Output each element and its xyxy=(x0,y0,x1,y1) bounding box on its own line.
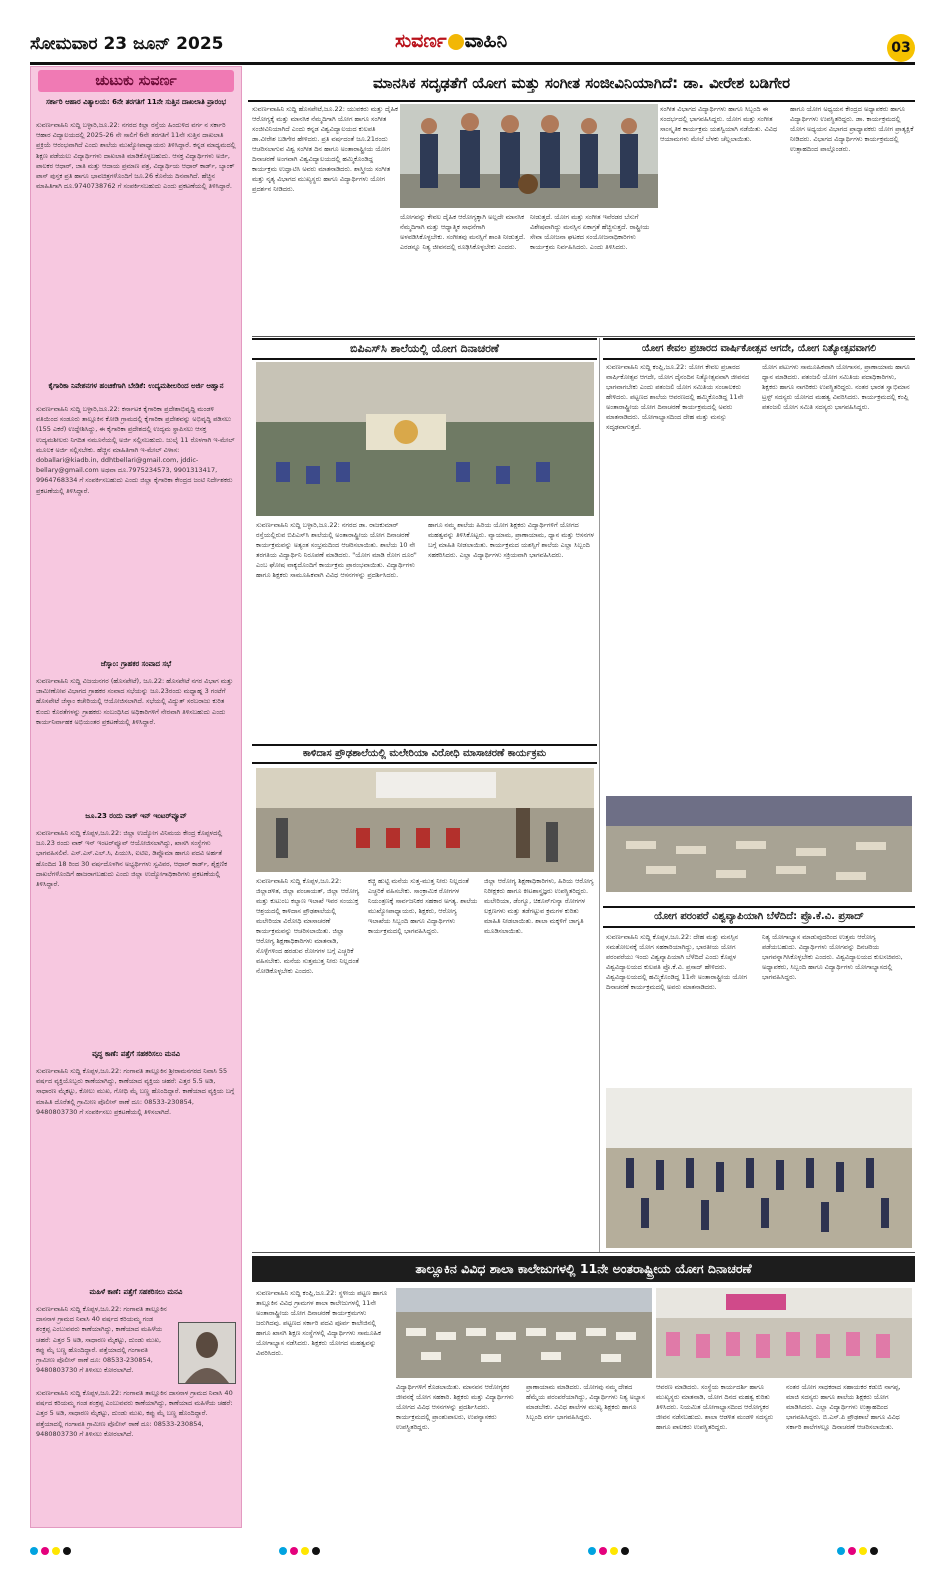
sun-logo-icon xyxy=(448,34,464,50)
brief-body-part: ಸುವರ್ಣವಾಹಿನಿ ಸುದ್ದಿ ಕೊಪ್ಪಳ,ಜೂ.22: ಗಂಗಾವತಿ ತಾಲ್ಲೂಕಿನ ದಾಸನಾಳ ಗ್ರಾಮದ ನಿವಾಸಿ 40 ವರ್ಷದ ಕರಿಯಮ್ಮ ಗಂಡ ಶಂಕ್ರಪ್ಪ ಎಂಬುವವರು ಕಾಣೆಯಾಗಿದ್ದು, ಕಾಣೆಯಾದ ಮಹಿಳೆಯ ಚಹರೆ: ಎತ್ತರ 5 ಅಡಿ, ಸಾಧಾರಣ ಮೈಕಟ್ಟು, ದುಂಡು ಮುಖ, ಕಪ್ಪು ಮೈ ಬಣ್ಣ ಹೊಂದಿದ್ದಾರೆ. ಪತ್ತೆಯಾದಲ್ಲಿ ಗಂಗಾವತಿ ಗ್ರಾಮೀಣ ಪೊಲೀಸ್ ಠಾಣೆ ದೂ: 08533-230854, 9480803730 ಗೆ ತಿಳಿಸಲು ಕೋರಲಾಗಿದೆ. xyxy=(36,1305,167,1375)
brand-part-1: ಸುವರ್ಣ xyxy=(395,30,447,52)
article-headline: ಯೋಗ ಕೇವಲ ಪ್ರಚಾರದ ವಾರ್ಷಿಕೋತ್ಸವ ಆಗದೇ, ಯೋಗ ನಿತ್ಯೋತ್ಸವವಾಗಲಿ xyxy=(603,338,915,360)
page-number: 03 xyxy=(887,34,915,62)
article-headline-bottom: ತಾಲ್ಲೂಕಿನ ವಿವಿಧ ಶಾಲಾ ಕಾಲೇಜುಗಳಲ್ಲಿ 11ನೇ ಅಂತರಾಷ್ಟ್ರೀಯ ಯೋಗ ದಿನಾಚರಣೆ xyxy=(252,1256,915,1282)
article-text: ಹಾಗೂ ನಮ್ಮ ಶಾಲೆಯ ಹಿರಿಯ ಯೋಗ ಶಿಕ್ಷಕರು ವಿದ್ಯಾರ್ಥಿಗಳಿಗೆ ಯೋಗದ ಮಹತ್ವವನ್ನು ತಿಳಿಸಿಕೊಟ್ಟರು. ವ್ಯಾಯಾಮ, ಪ್ರಾಣಾಯಾಮ, ಧ್ಯಾನ ಮತ್ತು ಆಸನಗಳ ಬಗ್ಗೆ ಮಾಹಿತಿ ನೀಡಲಾಯಿತು. ಕಾರ್ಯಕ್ರಮದ ಯಶಸ್ಸಿಗೆ ಶಾಲೆಯ ಎಲ್ಲಾ ಸಿಬ್ಬಂದಿ ಸಹಕರಿಸಿದರು. ಎಲ್ಲಾ ವಿದ್ಯಾರ್ಥಿಗಳು ಸಕ್ರಿಯವಾಗಿ ಭಾಗವಹಿಸಿದರು. xyxy=(428,521,594,559)
brief-title: ವೃದ್ಧ ಕಾಣೆ: ಪತ್ತೆಗೆ ಸಹಕರಿಸಲು ಮನವಿ xyxy=(92,1050,180,1058)
brief-title: ಜೆಸ್ಕಾಂ: ಗ್ರಾಹಕರ ಸಂವಾದ ಸಭೆ xyxy=(100,660,172,668)
article-text: ಯೋಗ ಪಟುಗಳು ಸಾಮೂಹಿಕವಾಗಿ ಯೋಗಾಸನ, ಪ್ರಾಣಾಯಾಮ ಹಾಗೂ ಧ್ಯಾನ ಮಾಡಿದರು. ಪತಂಜಲಿ ಯೋಗ ಸಮಿತಿಯ ಪದಾಧಿಕಾರಿಗಳು, ಶಿಕ್ಷಕರು ಹಾಗೂ ನಾಗರಿಕರು ಉಪಸ್ಥಿತರಿದ್ದರು. ನಂತರ ಭಾರತ ಸ್ವಾಭಿಮಾನ ಟ್ರಸ್ಟ್ ಸದಸ್ಯರು ಯೋಗದ ಮಹತ್ವ ವಿವರಿಸಿದರು. ಕಾರ್ಯಕ್ರಮದಲ್ಲಿ ಕಂಪ್ಲಿ ಪತಂಜಲಿ ಯೋಗ ಸಮಿತಿ ಸದಸ್ಯರು ಭಾಗವಹಿಸಿದ್ದರು. xyxy=(762,363,910,411)
article-text: ಪ್ರಾಣಾಯಾಮ ಮಾಡಿದರು. ಯೋಗವು ನಮ್ಮ ದೇಶದ ಹೆಮ್ಮೆಯ ಪರಂಪರೆಯಾಗಿದ್ದು, ವಿದ್ಯಾರ್ಥಿಗಳು ನಿತ್ಯ ಅಭ್ಯಾಸ ಮಾಡಬೇಕು. ವಿವಿಧ ಶಾಲೆಗಳ ಮುಖ್ಯ ಶಿಕ್ಷಕರು ಹಾಗೂ ಸಿಬ್ಬಂದಿ ವರ್ಗ ಭಾಗವಹಿಸಿದ್ದರು. xyxy=(526,1383,645,1421)
newspaper-brand xyxy=(395,30,507,52)
article-text: ವಿದ್ಯಾರ್ಥಿಗಳಿಗೆ ಕೊಡಲಾಯಿತು. ಮಾನವನ ಆರೋಗ್ಯಕರ ಜೀವನಕ್ಕೆ ಯೋಗ ಸಹಕಾರಿ. ಶಿಕ್ಷಕರು ಮತ್ತು ವಿದ್ಯಾರ್ಥಿಗಳು ಯೋಗದ ವಿವಿಧ ಆಸನಗಳನ್ನು ಪ್ರದರ್ಶಿಸಿದರು. ಕಾರ್ಯಕ್ರಮದಲ್ಲಿ ಪ್ರಾಂಶುಪಾಲರು, ಉಪನ್ಯಾಸಕರು ಉಪಸ್ಥಿತರಿದ್ದರು. xyxy=(396,1383,514,1431)
article-text: ಸುವರ್ಣವಾಹಿನಿ ಸುದ್ದಿ ಕಂಪ್ಲಿ,ಜೂ.22: ಯೋಗ ಕೇವಲ ಪ್ರಚಾರದ ವಾರ್ಷಿಕೋತ್ಸವ ಆಗದೇ, ಯೋಗ ದೈನಂದಿನ ನಿತ್ಯೋತ್ಸವವಾಗಿ ಜೀವನದ ಭಾಗವಾಗಬೇಕು ಎಂದು ಪತಂಜಲಿ ಯೋಗ ಸಮಿತಿಯ ಸಂಚಾಲಕರು ಹೇಳಿದರು. ಪಟ್ಟಣದ ಶಾಲೆಯ ಆವರಣದಲ್ಲಿ ಹಮ್ಮಿಕೊಂಡಿದ್ದ 11ನೇ ಅಂತಾರಾಷ್ಟ್ರೀಯ ಯೋಗ ದಿನಾಚರಣೆ ಕಾರ್ಯಕ್ರಮದಲ್ಲಿ ಅವರು ಮಾತನಾಡಿದರು. ಯೋಗಾಭ್ಯಾಸದಿಂದ ದೇಹ ಮತ್ತು ಮನಸ್ಸು ಸದೃಢವಾಗುತ್ತದೆ. xyxy=(606,363,750,431)
article-text: ನಂತರ ಯೋಗ ಸಾಧಕರಾದ ಸಹಾಯಕರ ಕಡುಬಿ ನಾಗಪ್ಪ, ಮಾಜಿ ಸದಸ್ಯರು ಹಾಗೂ ಶಾಲೆಯ ಶಿಕ್ಷಕರು ಯೋಗ ಮಾಡಿಸಿದರು. ಎಲ್ಲಾ ವಿದ್ಯಾರ್ಥಿಗಳು ಉತ್ಸಾಹದಿಂದ ಭಾಗವಹಿಸಿದ್ದರು. ಬಿ.ಎಸ್.ಪಿ ಪ್ರೌಢಶಾಲೆ ಹಾಗೂ ವಿವಿಧ ಸರ್ಕಾರಿ ಶಾಲೆಗಳಲ್ಲೂ ದಿನಾಚರಣೆ ಆಚರಿಸಲಾಯಿತು. xyxy=(786,1383,901,1431)
article-text: ಆವರಣ ಮಾಡಿದರು. ಸಂಸ್ಥೆಯ ಕಾರ್ಯದರ್ಶಿ ಹಾಗೂ ಮುಖ್ಯಸ್ಥರು ಮಾತನಾಡಿ, ಯೋಗ ದಿನದ ಮಹತ್ವ ಕುರಿತು ತಿಳಿಸಿದರು. ನಿಯಮಿತ ಯೋಗಾಭ್ಯಾಸದಿಂದ ಆರೋಗ್ಯಕರ ಜೀವನ ನಡೆಸಬಹುದು. ಶಾಲಾ ಆಡಳಿತ ಮಂಡಳಿ ಸದಸ್ಯರು ಹಾಗೂ ಪಾಲಕರು ಉಪಸ್ಥಿತರಿದ್ದರು. xyxy=(656,1383,774,1431)
photo-yoga-hall xyxy=(606,796,912,892)
article-text: ಸುವರ್ಣವಾಹಿನಿ ಸುದ್ದಿ ಬಳ್ಳಾರಿ,ಜೂ.22: ನಗರದ ಡಾ. ರಾಜಕುಮಾರ್ ರಸ್ತೆಯಲ್ಲಿರುವ ಬಿಪಿಎಸ್‌ಸಿ ಶಾಲೆಯಲ್ಲಿ ಅಂತಾರಾಷ್ಟ್ರೀಯ ಯೋಗ ದಿನಾಚರಣೆ ಕಾರ್ಯಕ್ರಮವನ್ನು ಅತ್ಯಂತ ಸಂಭ್ರಮದಿಂದ ಆಚರಿಸಲಾಯಿತು. ಶಾಲೆಯ 10 ನೇ ತರಗತಿಯ ವಿದ್ಯಾರ್ಥಿನಿ ನಿರೂಪಣೆ ಮಾಡಿದರು. "ಯೋಗ ಮಾಡಿ ರೋಗ ದೂರ" ಎಂಬ ಘೋಷ ವಾಕ್ಯದೊಂದಿಗೆ ಕಾರ್ಯಕ್ರಮ ಪ್ರಾರಂಭವಾಯಿತು. ವಿದ್ಯಾರ್ಥಿಗಳು ಹಾಗೂ ಶಿಕ್ಷಕರು ಸಾಮೂಹಿಕವಾಗಿ ವಿವಿಧ ಆಸನಗಳನ್ನು ಪ್ರದರ್ಶಿಸಿದರು. xyxy=(256,521,417,579)
missing-person-photo xyxy=(178,1322,236,1384)
issue-date: ಸೋಮವಾರ 23 ಜೂನ್ 2025 xyxy=(30,34,224,54)
article-headline: ಬಿಪಿಎಸ್‌ಸಿ ಶಾಲೆಯಲ್ಲಿ ಯೋಗ ದಿನಾಚರಣೆ xyxy=(252,338,597,360)
section-divider xyxy=(252,336,915,337)
photo-university-yoga xyxy=(606,1088,912,1248)
article-text: ನಿತ್ಯ ಯೋಗಾಭ್ಯಾಸ ಮಾಡುವುದರಿಂದ ಉತ್ತಮ ಆರೋಗ್ಯ ಪಡೆಯಬಹುದು. ವಿದ್ಯಾರ್ಥಿಗಳು ಯೋಗವನ್ನು ದಿನಚರಿಯ ಭಾಗವನ್ನಾಗಿಸಿಕೊಳ್ಳಬೇಕು ಎಂದರು. ವಿಶ್ವವಿದ್ಯಾಲಯದ ಕುಲಸಚಿವರು, ಅಧ್ಯಾಪಕರು, ಸಿಬ್ಬಂದಿ ಹಾಗೂ ವಿದ್ಯಾರ್ಥಿಗಳು ಯೋಗಾಭ್ಯಾಸದಲ್ಲಿ ಭಾಗವಹಿಸಿದ್ದರು. xyxy=(762,933,903,981)
print-registration-marks xyxy=(30,1540,915,1564)
article-headline: ಕಾಳಿದಾಸ ಪ್ರೌಢಶಾಲೆಯಲ್ಲಿ ಮಲೇರಿಯಾ ವಿರೋಧಿ ಮಾಸಾಚರಣೆ ಕಾರ್ಯಕ್ರಮ xyxy=(252,744,597,764)
category-badge: ಚುಟುಕು ಸುವರ್ಣ xyxy=(38,70,234,92)
photo-dignitaries xyxy=(400,104,658,208)
brief-body: ಸುವರ್ಣವಾಹಿನಿ ಸುದ್ದಿ ಕೊಪ್ಪಳ,ಜೂ.22: ಜಿಲ್ಲಾ ಉದ್ಯೋಗ ವಿನಿಮಯ ಕೇಂದ್ರ ಕೊಪ್ಪಳದಲ್ಲಿ ಜೂ.23 ರಂದು ವಾಕ್ ಇನ್ ಇಂಟರ್‌ವ್ಯೂವ್ ಆಯೋಜಿಸಲಾಗಿದ್ದು, ಖಾಸಗಿ ಸಂಸ್ಥೆಗಳು ಭಾಗವಹಿಸಲಿವೆ. ಎಸ್.ಎಸ್.ಎಲ್.ಸಿ, ಪಿಯುಸಿ, ಐಟಿಐ, ಡಿಪ್ಲೊಮಾ ಹಾಗೂ ಪದವಿ ಅರ್ಹತೆ ಹೊಂದಿದ 18 ರಿಂದ 30 ವರ್ಷದೊಳಗಿನ ಅಭ್ಯರ್ಥಿಗಳು ಸ್ವವಿವರ, ಆಧಾರ್ ಕಾರ್ಡ್, ಶೈಕ್ಷಣಿಕ ದಾಖಲೆಗಳೊಂದಿಗೆ ಹಾಜರಾಗಬಹುದು ಎಂದು ಜಿಲ್ಲಾ ಉದ್ಯೋಗಾಧಿಕಾರಿಗಳು ಪ್ರಕಟಣೆಯಲ್ಲಿ ತಿಳಿಸಿದ್ದಾರೆ. xyxy=(36,829,228,889)
brief-title: ಮಹಿಳೆ ಕಾಣೆ: ಪತ್ತೆಗೆ ಸಹಕರಿಸಲು ಮನವಿ xyxy=(89,1288,183,1296)
article-text: ಸುವರ್ಣವಾಹಿನಿ ಸುದ್ದಿ ಹೊಸಪೇಟೆ,ಜೂ.22: ಯುವಕರು ಮತ್ತು ದೈಹಿಕ ಆರೋಗ್ಯಕ್ಕೆ ಮತ್ತು ಮಾನಸಿಕ ನೆಮ್ಮದಿಗಾಗಿ ಯೋಗ ಹಾಗೂ ಸಂಗೀತ ಸಂಜೀವಿನಿಯಾಗಿದೆ ಎಂದು ಕನ್ನಡ ವಿಶ್ವವಿದ್ಯಾಲಯದ ಕುಲಪತಿ ಡಾ.ವೀರೇಶ ಬಡಿಗೇರ ಹೇಳಿದರು. ಪ್ರತಿ ವರ್ಷದಂತೆ ಜೂ.21ರಂದು ಆಚರಿಸಲಾಗುವ ವಿಶ್ವ ಸಂಗೀತ ದಿನ ಹಾಗೂ ಅಂತಾರಾಷ್ಟ್ರೀಯ ಯೋಗ ದಿನಾಚರಣೆ ಅಂಗವಾಗಿ ವಿಶ್ವವಿದ್ಯಾಲಯದಲ್ಲಿ ಹಮ್ಮಿಕೊಂಡಿದ್ದ ಕಾರ್ಯಕ್ರಮ ಉದ್ಘಾಟಿಸಿ ಅವರು ಮಾತನಾಡಿದರು. ಶಾಸ್ತ್ರೀಯ ಸಂಗೀತ ಮತ್ತು ನೃತ್ಯ ವಿಭಾಗದ ಮುಖ್ಯಸ್ಥರು ಹಾಗೂ ವಿದ್ಯಾರ್ಥಿಗಳು ಯೋಗ ಪ್ರದರ್ಶನ ನೀಡಿದರು. xyxy=(252,105,398,193)
article-text: ಕಚ್ಚಿ ಹುಟ್ಟಿ ಮನೆಯ ಸುತ್ತ-ಮುತ್ತ ನೀರು ನಿಲ್ಲದಂತೆ ಎಚ್ಚರಿಕೆ ವಹಿಸಬೇಕು. ಸಾಂಕ್ರಾಮಿಕ ರೋಗಗಳ ನಿಯಂತ್ರಣಕ್ಕೆ ಸಾರ್ವಜನಿಕರ ಸಹಕಾರ ಅಗತ್ಯ. ಶಾಲೆಯ ಮುಖ್ಯೋಪಾಧ್ಯಾಯರು, ಶಿಕ್ಷಕರು, ಆರೋಗ್ಯ ಇಲಾಖೆಯ ಸಿಬ್ಬಂದಿ ಹಾಗೂ ವಿದ್ಯಾರ್ಥಿಗಳು ಕಾರ್ಯಕ್ರಮದಲ್ಲಿ ಭಾಗವಹಿಸಿದ್ದರು. xyxy=(368,877,478,935)
photo-students-yoga-2 xyxy=(656,1288,912,1378)
article-text: ಸುವರ್ಣವಾಹಿನಿ ಸುದ್ದಿ ಕೊಪ್ಪಳ,ಜೂ.22: ಜಿಲ್ಲಾಡಳಿತ, ಜಿಲ್ಲಾ ಪಂಚಾಯತ್, ಜಿಲ್ಲಾ ಆರೋಗ್ಯ ಮತ್ತು ಕುಟುಂಬ ಕಲ್ಯಾಣ ಇಲಾಖೆ ಇವರ ಸಂಯುಕ್ತ ಆಶ್ರಯದಲ್ಲಿ ಕಾಳಿದಾಸ ಪ್ರೌಢಶಾಲೆಯಲ್ಲಿ ಮಲೇರಿಯಾ ವಿರೋಧಿ ಮಾಸಾಚರಣೆ ಕಾರ್ಯಕ್ರಮವನ್ನು ಆಚರಿಸಲಾಯಿತು. ಜಿಲ್ಲಾ ಆರೋಗ್ಯ ಶಿಕ್ಷಣಾಧಿಕಾರಿಗಳು ಮಾತನಾಡಿ, ಸೊಳ್ಳೆಗಳಿಂದ ಹರಡುವ ರೋಗಗಳ ಬಗ್ಗೆ ಎಚ್ಚರಿಕೆ ವಹಿಸಬೇಕು. ಮನೆಯ ಸುತ್ತಮುತ್ತ ನೀರು ನಿಲ್ಲದಂತೆ ನೋಡಿಕೊಳ್ಳಬೇಕು ಎಂದರು. xyxy=(256,877,360,975)
article-text: ಹಾಗೂ ಯೋಗ ಅಧ್ಯಯನ ಕೇಂದ್ರದ ಅಧ್ಯಾಪಕರು ಹಾಗೂ ವಿದ್ಯಾರ್ಥಿಗಳು ಉಪಸ್ಥಿತರಿದ್ದರು. ಡಾ. ಕಾರ್ಯಕ್ರಮದಲ್ಲಿ ಯೋಗ ಅಧ್ಯಯನ ವಿಭಾಗದ ಪ್ರಾಧ್ಯಾಪಕರು ಯೋಗ ಪ್ರಾತ್ಯಕ್ಷಿಕೆ ನೀಡಿದರು. ವಿಭಾಗದ ವಿದ್ಯಾರ್ಥಿಗಳು ಕಾರ್ಯಕ್ರಮದಲ್ಲಿ ಉತ್ಸಾಹದಿಂದ ಪಾಲ್ಗೊಂಡರು. xyxy=(790,105,914,153)
brief-title: ಸರ್ಕಾರಿ ಆಹಾರ ವಿತ್ಯಾಲಯ: 6ನೇ ತರಗತಿಗೆ 11ನೇ ಸುತ್ತಿನ ದಾಖಲಾತಿ ಪ್ರಾರಂಭ xyxy=(45,98,227,106)
brief-title: ಕೈಗಾರಿಕಾ ನಿವೇಶನಗಳ ಹಂಚಿಕೆಗಾಗಿ ಬೇಡಿಕೆ: ಉದ್ಯಮಶೀಲರಿಂದ ಅರ್ಜಿ ಆಹ್ವಾನ xyxy=(48,382,224,390)
article-text: ಸಂಗೀತ ವಿಭಾಗದ ವಿದ್ಯಾರ್ಥಿಗಳು ಹಾಗೂ ಸಿಬ್ಬಂದಿ ಈ ಸಂದರ್ಭದಲ್ಲಿ ಭಾಗವಹಿಸಿದ್ದರು. ಯೋಗ ಮತ್ತು ಸಂಗೀತ ಸಾಂಸ್ಕೃತಿಕ ಕಾರ್ಯಕ್ರಮ ಯಶಸ್ವಿಯಾಗಿ ನಡೆಯಿತು. ವಿವಿಧ ಆಯಾಮಗಳು ಮೇಲೆ ಬೆಳಕು ಚೆಲ್ಲಲಾಯಿತು. xyxy=(660,105,778,143)
brief-body: ಸುವರ್ಣವಾಹಿನಿ ಸುದ್ದಿ ಕೊಪ್ಪಳ,ಜೂ.22: ಗಂಗಾವತಿ ತಾಲ್ಲೂಕಿನ ಶ್ರೀರಾಮನಗರದ ನಿವಾಸಿ 55 ವರ್ಷದ ವ್ಯಕ್ತಿಯೊಬ್ಬರು ಕಾಣೆಯಾಗಿದ್ದು, ಕಾಣೆಯಾದ ವ್ಯಕ್ತಿಯ ಚಹರೆ: ಎತ್ತರ 5.5 ಅಡಿ, ಸಾಧಾರಣ ಮೈಕಟ್ಟು, ಕೋಲು ಮುಖ, ಗೋಧಿ ಮೈ ಬಣ್ಣ ಹೊಂದಿದ್ದಾರೆ. ಕಾಣೆಯಾದ ವ್ಯಕ್ತಿಯ ಬಗ್ಗೆ ಮಾಹಿತಿ ದೊರೆತಲ್ಲಿ ಗ್ರಾಮೀಣ ಪೊಲೀಸ್ ಠಾಣೆ ದೂ: 08533-230854, 9480803730 ಗೆ ಸಂಪರ್ಕಿಸಲು ಪ್ರಕಟಣೆಯಲ್ಲಿ ತಿಳಿಸಲಾಗಿದೆ. xyxy=(36,1067,235,1116)
article-text: ನೀಡುತ್ತದೆ. ಯೋಗ ಮತ್ತು ಸಂಗೀತ ಇವೆರಡರ ಬೆಸುಗೆ ವಿಶೇಷವಾಗಿದ್ದು ಮನಸ್ಸಿನ ಏಕಾಗ್ರತೆ ಹೆಚ್ಚಿಸುತ್ತದೆ. ರಾಷ್ಟ್ರೀಯ ಸೇವಾ ಯೋಜನಾ ಘಟಕದ ಸಂಯೋಜನಾಧಿಕಾರಿಗಳು ಕಾರ್ಯಕ್ರಮ ನಿರ್ವಹಿಸಿದರು. ಎಂದು ತಿಳಿಸಿದರು. xyxy=(530,213,650,251)
article-text: ಯೋಗವನ್ನು ಕೇವಲ ದೈಹಿಕ ಆರೋಗ್ಯಕ್ಕಾಗಿ ಅಲ್ಲದೇ ಮಾನಸಿಕ ನೆಮ್ಮದಿಗಾಗಿ ಮತ್ತು ಆಧ್ಯಾತ್ಮಿಕ ಸಾಧನೆಗಾಗಿ ಅಳವಡಿಸಿಕೊಳ್ಳಬೇಕು. ಸಂಗೀತವು ಮನಸ್ಸಿಗೆ ಶಾಂತಿ ನೀಡುತ್ತದೆ. ಎರಡನ್ನೂ ನಿತ್ಯ ಜೀವನದಲ್ಲಿ ರೂಢಿಸಿಕೊಳ್ಳಬೇಕು ಎಂದರು. xyxy=(400,213,526,251)
brief-body: ಸುವರ್ಣವಾಹಿನಿ ಸುದ್ದಿ ಕೊಪ್ಪಳ,ಜೂ.22: ಗಂಗಾವತಿ ತಾಲ್ಲೂಕಿನ ದಾಸನಾಳ ಗ್ರಾಮದ ನಿವಾಸಿ 40 ವರ್ಷದ ಕರಿಯಮ್ಮ ಗಂಡ ಶಂಕ್ರಪ್ಪ ಎಂಬುವವರು ಕಾಣೆಯಾಗಿದ್ದು, ಕಾಣೆಯಾದ ಮಹಿಳೆಯ ಚಹರೆ: ಎತ್ತರ 5 ಅಡಿ, ಸಾಧಾರಣ ಮೈಕಟ್ಟು, ದುಂಡು ಮುಖ, ಕಪ್ಪು ಮೈ ಬಣ್ಣ ಹೊಂದಿದ್ದಾರೆ. ಪತ್ತೆಯಾದಲ್ಲಿ ಗಂಗಾವತಿ ಗ್ರಾಮೀಣ ಪೊಲೀಸ್ ಠಾಣೆ ದೂ: 08533-230854, 9480803730 ಗೆ ತಿಳಿಸಲು ಕೋರಲಾಗಿದೆ. xyxy=(36,1389,233,1438)
article-text: ಸುವರ್ಣವಾಹಿನಿ ಸುದ್ದಿ ಕೊಪ್ಪಳ,ಜೂ.22: ದೇಹ ಮತ್ತು ಮನಸ್ಸಿನ ಸಮತೋಲನಕ್ಕೆ ಯೋಗ ಸಹಕಾರಿಯಾಗಿದ್ದು, ಭಾರತೀಯ ಯೋಗ ಪರಂಪರೆಯು ಇಂದು ವಿಶ್ವವ್ಯಾಪಿಯಾಗಿ ಬೆಳೆದಿದೆ ಎಂದು ಕೊಪ್ಪಳ ವಿಶ್ವವಿದ್ಯಾಲಯದ ಕುಲಪತಿ ಪ್ರೊ.ಕೆ.ವಿ. ಪ್ರಸಾದ್ ಹೇಳಿದರು. ವಿಶ್ವವಿದ್ಯಾಲಯದಲ್ಲಿ ಹಮ್ಮಿಕೊಂಡಿದ್ದ 11ನೇ ಅಂತಾರಾಷ್ಟ್ರೀಯ ಯೋಗ ದಿನಾಚರಣೆ ಕಾರ್ಯಕ್ರಮದಲ್ಲಿ ಅವರು ಮಾತನಾಡಿದರು. xyxy=(606,933,748,991)
article-headline: ಯೋಗ ಪರಂಪರೆ ವಿಶ್ವವ್ಯಾಪಿಯಾಗಿ ಬೆಳೆದಿದೆ: ಪ್ರೊ.ಕೆ.ವಿ. ಪ್ರಸಾದ್ xyxy=(603,906,915,928)
brief-body: ಸುವರ್ಣವಾಹಿನಿ ಸುದ್ದಿ ಬಳ್ಳಾರಿ,ಜೂ.22: ಕರ್ನಾಟಕ ಕೈಗಾರಿಕಾ ಪ್ರದೇಶಾಭಿವೃದ್ಧಿ ಮಂಡಳಿ ವತಿಯಿಂದ ಸಂಡೂರು ತಾಲ್ಲೂಕಿನ ಕೋಡಿ ಗ್ರಾಮದಲ್ಲಿ ಕೈಗಾರಿಕಾ ಪ್ರದೇಶವನ್ನು ಅಭಿವೃದ್ಧಿ ಪಡಿಸಲು (155 ಎಕರೆ) ಉದ್ದೇಶಿಸಿದ್ದು, ಈ ಕೈಗಾರಿಕಾ ಪ್ರದೇಶದಲ್ಲಿ ಉದ್ಯಮ ಸ್ಥಾಪಿಸಲು ಆಸಕ್ತ ಉದ್ಯಮಶೀಲರು ನಿಗದಿತ ನಮೂನೆಯಲ್ಲಿ ಅರ್ಜಿ ಸಲ್ಲಿಸಬಹುದು. ಜುಲೈ 11 ರೊಳಗಾಗಿ ಇ-ಮೇಲ್ ಮೂಲಕ ಅರ್ಜಿ ಸಲ್ಲಿಸಬೇಕು. ಹೆಚ್ಚಿನ ಮಾಹಿತಿಗಾಗಿ ಇ-ಮೇಲ್ ವಿಳಾಸ: doballari@kiadb.in, ddhtbellari@gmail.com, jddic-bellary@gmail.com ಅಥವಾ ದೂ.7975234573, 9901313417, 9964768334 ಗೆ ಸಂಪರ್ಕಿಸಬಹುದು ಎಂದು ಜಿಲ್ಲಾ ಕೈಗಾರಿಕಾ ಕೇಂದ್ರದ ಜಂಟಿ ನಿರ್ದೇಶಕರು ಪ್ರಕಟಣೆಯಲ್ಲಿ ತಿಳಿಸಿದ್ದಾರೆ. xyxy=(36,405,235,495)
section-divider xyxy=(252,1252,915,1253)
photo-school-yoga xyxy=(256,362,594,516)
column-divider xyxy=(599,338,600,1252)
brief-body: ಸುವರ್ಣವಾಹಿನಿ ಸುದ್ದಿ ಬಳ್ಳಾರಿ,ಜೂ.22: ನಗರದ ಕಿಲ್ಲಾ ರಸ್ತೆಯ ಹಿಂದುಳಿದ ವರ್ಗ ನ ಸರ್ಕಾರಿ ಆಹಾರ ವಿದ್ಯಾಲಯದಲ್ಲಿ 2025-26 ನೇ ಸಾಲಿಗೆ 6ನೇ ತರಗತಿಗೆ 11ನೇ ಸುತ್ತಿನ ದಾಖಲಾತಿ ಪ್ರಕ್ರಿಯೆ ಆರಂಭವಾಗಿದೆ ಎಂದು ಶಾಲೆಯ ಮುಖ್ಯೋಪಾಧ್ಯಾಯರು ತಿಳಿಸಿದ್ದಾರೆ. ಕನ್ನಡ ಮಾಧ್ಯಮದಲ್ಲಿ ಶಿಕ್ಷಣ ಪಡೆಯಲು ವಿದ್ಯಾರ್ಥಿಗಳು ದಾಖಲಾತಿ ಮಾಡಿಕೊಳ್ಳಬಹುದು. ಆಸಕ್ತ ವಿದ್ಯಾರ್ಥಿಗಳು ಅರ್ಜಿ, ಪಾಲಕರ ಆಧಾರ್, ಜಾತಿ ಮತ್ತು ಆದಾಯ ಪ್ರಮಾಣ ಪತ್ರ, ವಿದ್ಯಾರ್ಥಿಯ ಆಧಾರ್ ಕಾರ್ಡ್, ಬ್ಯಾಂಕ್ ಪಾಸ್ ಪುಸ್ತಕ ಪ್ರತಿ ಹಾಗೂ ಭಾವಚಿತ್ರಗಳೊಂದಿಗೆ ಜೂ.26 ಕೊನೆಯ ದಿನವಾಗಿದೆ. ಹೆಚ್ಚಿನ ಮಾಹಿತಿಗಾಗಿ ದೂ.9740738762 ಗೆ ಸಂಪರ್ಕಿಸಬಹುದು ಎಂದು ಪ್ರಕಟಣೆಯಲ್ಲಿ ತಿಳಿಸಿದ್ದಾರೆ. xyxy=(36,121,236,191)
masthead-rule xyxy=(30,62,915,65)
brief-title: ಜೂ.23 ರಂದು ವಾಕ್ ಇನ್ ಇಂಟರ್‌ವ್ಯೂವ್ xyxy=(85,812,187,820)
brief-body: ಸುವರ್ಣವಾಹಿನಿ ಸುದ್ದಿ ವಿಜಯನಗರ (ಹೊಸಪೇಟೆ), ಜೂ.22: ಹೊಸಪೇಟೆ ನಗರ ವಿಭಾಗ ಮತ್ತು ಜಾಮೀಣೋಪ ವಿಭಾಗದ ಗ್ರಾಹಕರ ಸಂವಾದ ಸಭೆಯನ್ನು ಜೂ.23ರಂದು ಮಧ್ಯಾಹ್ನ 3 ಗಂಟೆಗೆ ಹೊಸಪೇಟೆ ಜೆಸ್ಕಾಂ ಕಚೇರಿಯಲ್ಲಿ ಆಯೋಜಿಸಲಾಗಿದೆ. ಸಭೆಯಲ್ಲಿ ವಿದ್ಯುತ್ ಸರಬರಾಜು ಕುರಿತ ಕುಂದು ಕೊರತೆಗಳನ್ನು ಗ್ರಾಹಕರು ಸಂಬಂಧಿಸಿದ ಅಧಿಕಾರಿಗಳಿಗೆ ನೇರವಾಗಿ ತಿಳಿಸಬಹುದು ಎಂದು ಕಾರ್ಯನಿರ್ವಾಹಕ ಅಭಿಯಂತರ ಪ್ರಕಟಣೆಯಲ್ಲಿ ತಿಳಿಸಿದ್ದಾರೆ. xyxy=(36,677,233,726)
person-silhouette-icon xyxy=(179,1323,235,1383)
brand-part-2: ವಾಹಿನಿ xyxy=(464,30,508,52)
photo-students-yoga-1 xyxy=(396,1288,652,1378)
photo-malaria-event xyxy=(256,768,594,872)
article-headline-main: ಮಾನಸಿಕ ಸದೃಢತೆಗೆ ಯೋಗ ಮತ್ತು ಸಂಗೀತ ಸಂಜೀವಿನಿಯಾಗಿದೆ: ಡಾ. ವೀರೇಶ ಬಡಿಗೇರ xyxy=(248,66,915,102)
article-text: ಜಿಲ್ಲಾ ಆರೋಗ್ಯ ಶಿಕ್ಷಣಾಧಿಕಾರಿಗಳು, ಹಿರಿಯ ಆರೋಗ್ಯ ನಿರೀಕ್ಷಕರು ಹಾಗೂ ಕೀಟಶಾಸ್ತ್ರಜ್ಞರು ಉಪಸ್ಥಿತರಿದ್ದರು. ಮಲೇರಿಯಾ, ಡೆಂಗ್ಯೂ, ಚಿಕೂನ್‌ಗುನ್ಯಾ ರೋಗಗಳ ಲಕ್ಷಣಗಳು ಮತ್ತು ತಡೆಗಟ್ಟುವ ಕ್ರಮಗಳ ಕುರಿತು ಮಾಹಿತಿ ನೀಡಲಾಯಿತು. ಶಾಲಾ ಮಕ್ಕಳಿಗೆ ಜಾಗೃತಿ ಮೂಡಿಸಲಾಯಿತು. xyxy=(484,877,594,935)
article-text: ಸುವರ್ಣವಾಹಿನಿ ಸುದ್ದಿ ಕಂಪ್ಲಿ,ಜೂ.22: ಸ್ಥಳೀಯ ಪಟ್ಟಣ ಹಾಗೂ ತಾಲ್ಲೂಕಿನ ವಿವಿಧ ಗ್ರಾಮಗಳ ಶಾಲಾ ಕಾಲೇಜುಗಳಲ್ಲಿ 11ನೇ ಅಂತಾರಾಷ್ಟ್ರೀಯ ಯೋಗ ದಿನಾಚರಣೆ ಕಾರ್ಯಕ್ರಮಗಳು ಜರುಗಿದವು. ಪಟ್ಟಣದ ಸರ್ಕಾರಿ ಪದವಿ ಪೂರ್ವ ಕಾಲೇಜಿನಲ್ಲಿ ಹಾಗೂ ಖಾಸಗಿ ಶಿಕ್ಷಣ ಸಂಸ್ಥೆಗಳಲ್ಲಿ ವಿದ್ಯಾರ್ಥಿಗಳು ಸಾಮೂಹಿಕ ಯೋಗಾಭ್ಯಾಸ ನಡೆಸಿದರು. ಶಿಕ್ಷಕರು ಯೋಗದ ಮಹತ್ವವನ್ನು ವಿವರಿಸಿದರು. xyxy=(256,1289,388,1357)
